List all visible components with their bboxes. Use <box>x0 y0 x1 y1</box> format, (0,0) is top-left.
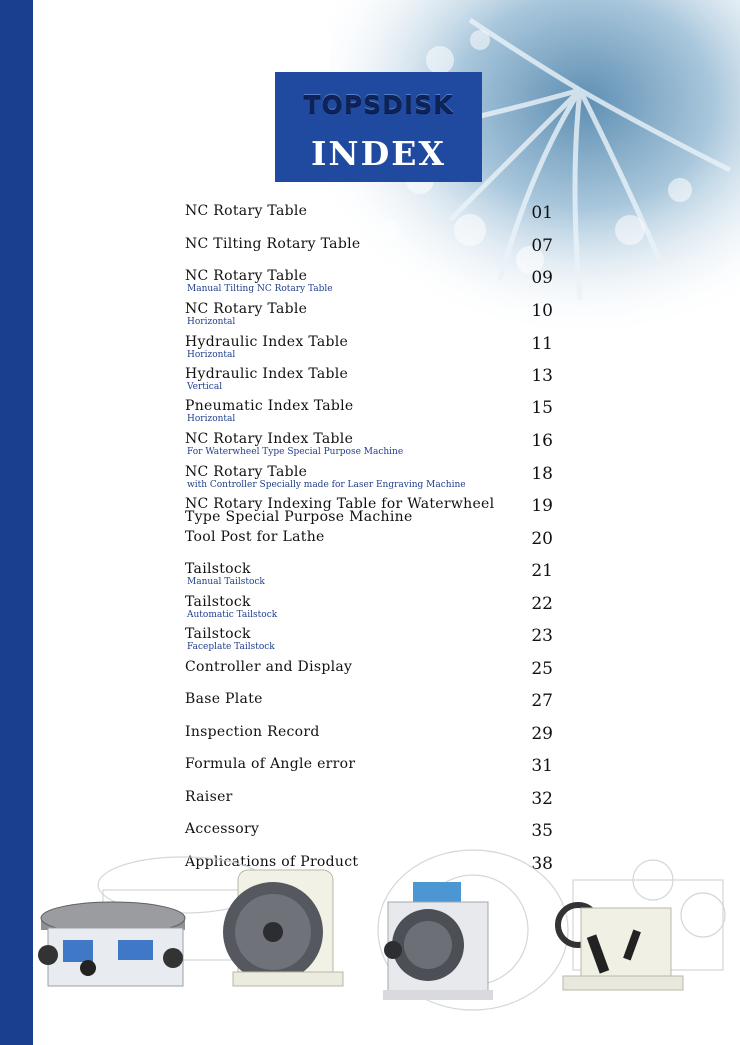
entry-subtitle: Faceplate Tailstock <box>187 642 275 652</box>
entry-page-number: 22 <box>531 594 553 614</box>
entry-page-number: 21 <box>531 561 553 581</box>
entry-subtitle: Horizontal <box>187 350 236 360</box>
tilting-rotary-table-photo <box>223 870 343 986</box>
entry-page-number: 25 <box>531 659 553 679</box>
entry-page-number: 38 <box>531 854 553 874</box>
entry-page-number: 29 <box>531 724 553 744</box>
entry-page-number: 18 <box>531 464 553 484</box>
entry-title: Controller and Display <box>185 659 353 675</box>
page-title: INDEX <box>311 134 446 173</box>
entry-title: NC Rotary Index Table <box>185 431 354 447</box>
entry-page-number: 09 <box>531 268 553 288</box>
entry-title: NC Rotary Indexing Table for Waterwheel Type Special Purpose Machine <box>185 496 495 525</box>
entry-title: Inspection Record <box>185 724 320 740</box>
entry-title: Hydraulic Index Table <box>185 366 349 382</box>
entry-title: Accessory <box>185 821 260 837</box>
entry-page-number: 31 <box>531 756 553 776</box>
entry-page-number: 16 <box>531 431 553 451</box>
index-entry[interactable] <box>185 205 555 237</box>
index-entry[interactable] <box>185 628 555 660</box>
entry-title: NC Tilting Rotary Table <box>185 236 361 252</box>
index-entry[interactable] <box>185 400 555 432</box>
entry-page-number: 01 <box>531 203 553 223</box>
entry-page-number: 15 <box>531 398 553 418</box>
entry-page-number: 20 <box>531 529 553 549</box>
entry-title: Tailstock <box>185 594 251 610</box>
index-entry[interactable] <box>185 466 555 498</box>
index-entry[interactable] <box>185 726 555 758</box>
rotary-table-photo <box>38 902 185 986</box>
entry-title: NC Rotary Table <box>185 268 308 284</box>
index-entry[interactable] <box>185 531 555 563</box>
entry-title: NC Rotary Table <box>185 203 308 219</box>
entry-subtitle: Manual Tailstock <box>187 577 265 587</box>
index-entry[interactable] <box>185 270 555 302</box>
index-entry[interactable] <box>185 661 555 693</box>
entry-page-number: 07 <box>531 236 553 256</box>
index-entry[interactable] <box>185 693 555 725</box>
entry-page-number: 10 <box>531 301 553 321</box>
entry-subtitle: Horizontal <box>187 317 236 327</box>
entry-title: NC Rotary Table <box>185 464 308 480</box>
entry-subtitle: Manual Tilting NC Rotary Table <box>187 284 333 294</box>
brand-header <box>275 72 482 182</box>
index-table-photo <box>383 882 493 1000</box>
entry-subtitle: For Waterwheel Type Special Purpose Machine <box>187 447 404 457</box>
entry-page-number: 19 <box>531 496 553 516</box>
entry-title: Base Plate <box>185 691 263 707</box>
entry-title: Formula of Angle error <box>185 756 356 772</box>
product-photos-strip <box>33 840 740 1045</box>
entry-title: Pneumatic Index Table <box>185 398 354 414</box>
index-entry[interactable] <box>185 596 555 628</box>
entry-page-number: 32 <box>531 789 553 809</box>
entry-title: Hydraulic Index Table <box>185 334 349 350</box>
entry-title: Tailstock <box>185 561 251 577</box>
entry-page-number: 27 <box>531 691 553 711</box>
brand-logo: TOPSDISK <box>303 90 454 119</box>
index-entry[interactable] <box>185 563 555 595</box>
index-entry[interactable] <box>185 303 555 335</box>
entry-title: Applications of Product <box>185 854 359 870</box>
entry-page-number: 35 <box>531 821 553 841</box>
index-entry[interactable] <box>185 498 555 530</box>
entry-page-number: 13 <box>531 366 553 386</box>
entry-title: Tailstock <box>185 626 251 642</box>
entry-subtitle: Automatic Tailstock <box>187 610 278 620</box>
entry-subtitle: Vertical <box>187 382 223 392</box>
index-entry[interactable] <box>185 758 555 790</box>
entry-page-number: 23 <box>531 626 553 646</box>
index-entry[interactable] <box>185 336 555 368</box>
tailstock-photo <box>558 905 683 990</box>
entry-subtitle: Horizontal <box>187 414 236 424</box>
index-entry[interactable] <box>185 238 555 270</box>
entry-title: Raiser <box>185 789 233 805</box>
index-entry[interactable] <box>185 433 555 465</box>
index-entry[interactable] <box>185 791 555 823</box>
entry-subtitle: with Controller Specially made for Laser Engraving Machine <box>187 480 466 490</box>
entry-title: NC Rotary Table <box>185 301 308 317</box>
entry-title: Tool Post for Lathe <box>185 529 325 545</box>
entry-page-number: 11 <box>531 334 553 354</box>
index-entry[interactable] <box>185 368 555 400</box>
side-accent-bar <box>0 0 33 1045</box>
